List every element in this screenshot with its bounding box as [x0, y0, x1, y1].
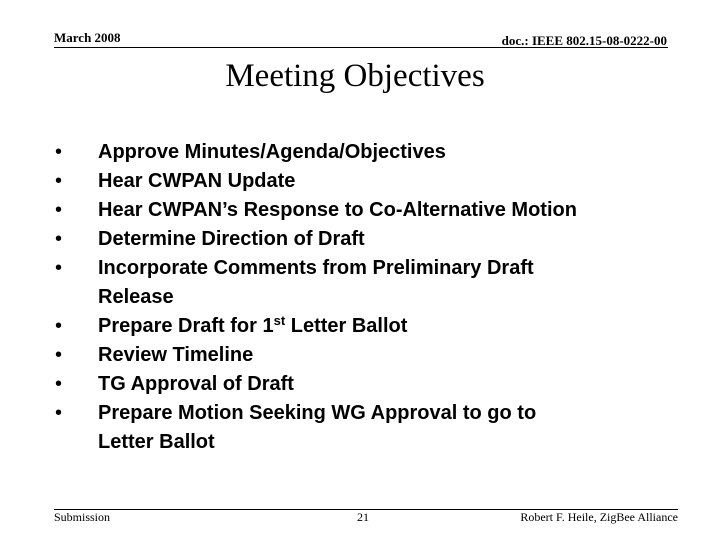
bullet-text-line: Incorporate Comments from Preliminary Draft: [98, 257, 534, 279]
bullet-item-approve-minutes: [98, 138, 446, 167]
bullet-marker: •: [55, 141, 63, 163]
bullet-marker: •: [55, 402, 63, 424]
bullet-marker: •: [55, 199, 63, 221]
bullet-text-line: Prepare Motion Seeking WG Approval to go to: [98, 402, 537, 424]
bullet-marker: •: [55, 170, 63, 192]
bullet-text-line: Approve Minutes/Agenda/Objectives: [98, 141, 446, 163]
bullet-marker: •: [55, 373, 63, 395]
bullet-item-incorporate-comments: [98, 254, 534, 312]
ordinal-suffix: st: [273, 313, 286, 328]
bullet-marker: •: [55, 315, 63, 337]
bullet-text-line: Review Timeline: [98, 344, 254, 366]
footer-author: Robert F. Heile, ZigBee Alliance: [520, 510, 678, 524]
slide-title: Meeting Objectives: [225, 58, 485, 94]
bullet-text-line: Release: [98, 286, 174, 308]
bullet-text-line: Hear CWPAN Update: [98, 170, 296, 192]
bullet-text-line: Hear CWPAN’s Response to Co-Alternative Motion: [98, 199, 577, 221]
bullet-text-line: Letter Ballot: [285, 315, 408, 337]
footer-page-number: 21: [357, 510, 369, 524]
bullet-item-prepare-draft: [98, 312, 407, 341]
footer-submission: Submission: [54, 510, 111, 524]
bullet-text-line: TG Approval of Draft: [98, 373, 294, 395]
bullet-item-review-timeline: [98, 341, 253, 370]
bullet-marker: •: [55, 257, 63, 279]
bullet-text-line: Determine Direction of Draft: [98, 228, 365, 250]
bullet-text-line: Prepare Draft for 1: [98, 315, 274, 337]
bullet-item-draft-direction: [98, 225, 365, 254]
bullet-item-cwpan-response: [98, 196, 577, 225]
header-date: March 2008: [54, 30, 121, 45]
bullet-item-prepare-motion: [98, 399, 536, 457]
header-doc-id: doc.: IEEE 802.15-08-0222-00: [501, 33, 667, 48]
bullet-marker: •: [55, 344, 63, 366]
bullet-text-line: Letter Ballot: [98, 431, 215, 453]
bullet-item-cwpan-update: [98, 167, 295, 196]
bullet-marker: •: [55, 228, 63, 250]
bullet-item-tg-approval: [98, 370, 294, 399]
